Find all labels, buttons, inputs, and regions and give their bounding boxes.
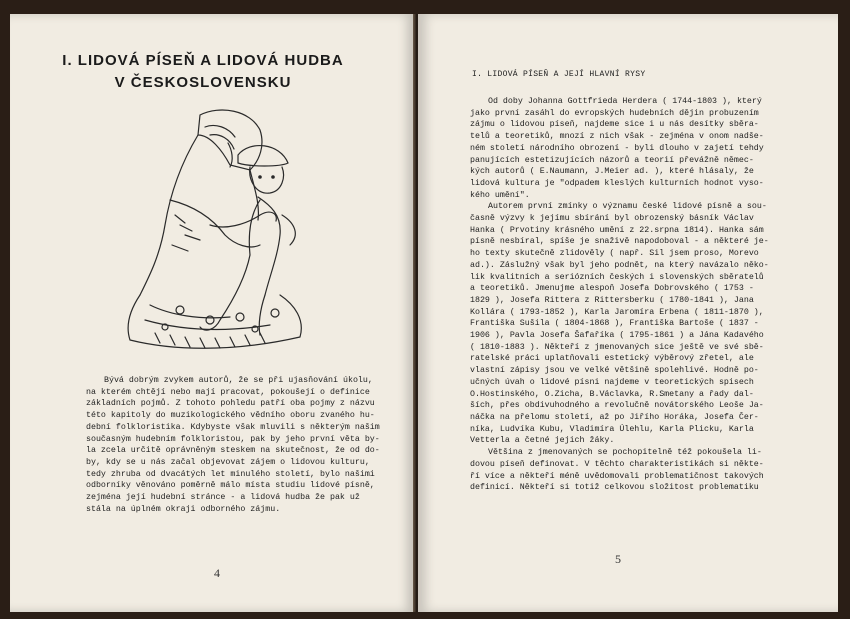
right-body-line: 1906 ), Pavla Josefa Šafaříka ( 1795-1861 ) a Jána Kadavého xyxy=(470,331,764,341)
right-body-line: Kollára ( 1793-1852 ), Karla Jaromíra Erbena ( 1811-1870 ), xyxy=(470,307,764,317)
left-body-line: tedy zhruba od dvacátých let minulého století, bylo našimi xyxy=(86,469,375,479)
right-body-line: ( 1810-1883 ). Někteří z jmenovaných sice ještě ve své sbě- xyxy=(470,342,764,352)
right-body-line: časně výzvy k jejímu sbírání byl obrozenský básník Václav xyxy=(470,214,754,224)
right-body-line: ho texty skutečně zlidověly ( např. Sil jsem proso, Morevo xyxy=(470,249,759,259)
left-body-line: základních pojmů. Z tohoto pohledu patří oba pojmy z názvu xyxy=(86,399,375,409)
right-body-line: ří více a někteří méně uvědomovali problematičnost takových xyxy=(470,471,764,481)
left-body-line: stála na úplném okraji odborného zájmu. xyxy=(86,504,281,514)
right-body-line: Františka Sušila ( 1804-1868 ), Františka Bartoše ( 1837 - xyxy=(470,319,759,329)
left-body-line: Bývá dobrým zvykem autorů, že se při ujasňování úkolu, xyxy=(104,376,373,385)
left-body-line: by, kdy se u nás začal objevovat zájem o lidovou kulturu, xyxy=(86,457,370,467)
right-body-line: a teoretiků. Jmenujme alespoň Josefa Dobrovského ( 1753 - xyxy=(470,284,754,294)
left-body-text xyxy=(86,375,380,515)
right-body-line: panujících estetizujících názorů a teorií převážně němec- xyxy=(470,155,754,165)
left-body-line: na kterém chtějí nebo mají pracovat, pokoušejí o definice xyxy=(86,387,370,397)
right-body-line: ších, přes obdivuhodného a revolučně novátorského Leoše Ja- xyxy=(470,401,764,411)
left-body-line: dební folkloristika. Kdybyste však mluvili s některým našim xyxy=(86,422,380,432)
page-number-right: 5 xyxy=(615,552,621,566)
right-body-line: učných úvah o lidové písni najdeme v teoretických spisech xyxy=(470,377,754,387)
right-body-line: jako první zasáhl do evropských hudebních dějin probuzením xyxy=(470,108,759,118)
right-body-text xyxy=(470,96,790,494)
right-body-line: Od doby Johanna Gottfrieda Herdera ( 1744-1803 ), který xyxy=(488,97,762,106)
mother-child-illustration xyxy=(110,105,320,365)
page-number-left: 4 xyxy=(214,566,220,580)
chapter-title-line1: I. LIDOVÁ PÍSEŇ A LIDOVÁ HUDBA xyxy=(62,52,344,69)
right-body-line: lidová kultura je "odpadem kleslých kulturních hodnot vyso- xyxy=(470,178,764,188)
right-body-line: telů a teoretiků, mnozí z nich však - zejména v onom nadše- xyxy=(470,132,764,142)
right-body-line: ném století národního obrození - byli dlouho v zajetí tehdy xyxy=(470,143,764,153)
right-body-line: kých autorů ( E.Naumann, J.Meier ad. ), které hlásaly, že xyxy=(470,167,754,177)
right-body-line: níka, Ludvíka Kubu, Vladimíra Úlehlu, Karla Plicku, Karla xyxy=(470,424,754,434)
right-body-line: dovou píseň definovat. V těchto charakteristikách si někte- xyxy=(470,459,764,469)
left-body-line: la zcela určitě oprávněným steskem na skutečnost, že od do- xyxy=(86,446,380,456)
right-body-line: vlastní zápisy jsou ve velké většině spolehlivé. Hodně po- xyxy=(470,366,759,376)
left-body-line: odborníky věnováno poměrně málo místa studiu lidové písně, xyxy=(86,481,375,491)
right-body-line: ad.). Záslužný však byl jeho podnět, na který navázalo něko- xyxy=(470,260,769,270)
right-body-line: Autorem první zmínky o významu české lidové písně a sou- xyxy=(488,202,767,212)
right-body-line: Většina z jmenovaných se pochopitelně též pokoušela li- xyxy=(488,448,762,458)
right-body-line: definicí. Někteří si totiž celkovou složitost problematiku xyxy=(470,483,759,493)
right-body-line: Vetterla a četné jejich žáky. xyxy=(470,436,615,446)
section-header: I. LIDOVÁ PÍSEŇ A JEJÍ HLAVNÍ RYSY xyxy=(472,70,646,79)
right-body-line: kého umění". xyxy=(470,190,530,200)
left-body-line: zejména její hudební stránce - a lidová hudba že pak už xyxy=(86,493,360,503)
chapter-title-line2: V ČESKOSLOVENSKU xyxy=(114,74,292,91)
right-body-line: lik kvalitních a seriózních českých i slovenských sběratelů xyxy=(470,272,764,282)
right-body-line: Hanka ( Prvotiny krásného umění z 22.srpna 1814). Hanka sám xyxy=(470,225,764,235)
right-body-line: O.Hostinského, O.Zicha, B.Václavka, R.Smetany a řady dal- xyxy=(470,389,754,399)
right-body-line: 1829 ), Josefa Rittera z Rittersberku ( 1780-1841 ), Jana xyxy=(470,295,754,305)
right-body-line: ratelské práci uplatňovali estetický výběrový zřetel, ale xyxy=(470,354,754,364)
right-body-line: náčka na přelomu století, až po Jiřího Horáka, Josefa Čer- xyxy=(470,412,759,422)
right-body-line: zájmu o lidovou píseň, najdeme sice i u nás desítky sběra- xyxy=(470,120,759,130)
left-body-line: této kapitoly do muzikologického vědního oboru zvaného hu- xyxy=(86,411,375,421)
left-body-line: současným hudebním folkloristou, pak by jeho první věta by- xyxy=(86,434,380,444)
right-body-line: písně nesbíral, spíše je snaživě napodoboval - a některé je- xyxy=(470,237,769,247)
